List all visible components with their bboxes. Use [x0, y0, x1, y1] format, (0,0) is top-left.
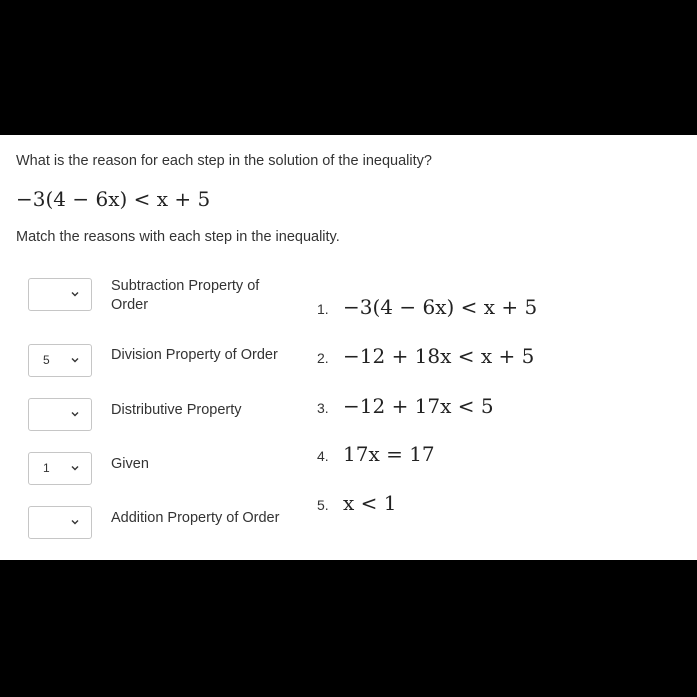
chevron-down-icon	[70, 355, 80, 365]
step-number: 5.	[317, 497, 329, 513]
step-number: 1.	[317, 301, 329, 317]
step-expression: −12 + 17x < 5	[343, 394, 494, 418]
chevron-down-icon	[70, 463, 80, 473]
step-number: 2.	[317, 350, 329, 366]
inequality-expression: −3(4 − 6x) < x + 5	[16, 187, 211, 211]
instruction-text: Match the reasons with each step in the inequality.	[16, 229, 340, 245]
step-2	[317, 344, 534, 368]
step-expression: −3(4 − 6x) < x + 5	[343, 295, 538, 319]
step-1	[317, 295, 537, 319]
step-expression: −12 + 18x < x + 5	[343, 344, 535, 368]
chevron-down-icon	[70, 409, 80, 419]
reason-dropdown-1[interactable]	[28, 278, 92, 311]
reason-label: Subtraction Property of Order	[111, 278, 260, 313]
chevron-down-icon	[70, 289, 80, 299]
step-5	[317, 491, 396, 515]
dropdown-value: 1	[43, 461, 50, 475]
step-expression: x < 1	[343, 491, 397, 515]
reason-label: Distributive Property	[111, 402, 242, 418]
reason-dropdown-2[interactable]	[28, 344, 92, 377]
question-text: What is the reason for each step in the solution of the inequality?	[16, 153, 432, 169]
reason-dropdown-5[interactable]	[28, 506, 92, 539]
reason-dropdown-4[interactable]	[28, 452, 92, 485]
reason-label: Given	[111, 456, 149, 472]
question-panel	[0, 135, 697, 560]
step-3	[317, 394, 494, 418]
chevron-down-icon	[70, 517, 80, 527]
step-number: 4.	[317, 448, 329, 464]
step-number: 3.	[317, 400, 329, 416]
reason-label: Addition Property of Order	[111, 510, 280, 526]
reason-label: Division Property of Order	[111, 347, 278, 363]
step-4	[317, 442, 435, 466]
step-expression: 17x = 17	[343, 442, 435, 466]
reason-dropdown-3[interactable]	[28, 398, 92, 431]
dropdown-value: 5	[43, 353, 50, 367]
